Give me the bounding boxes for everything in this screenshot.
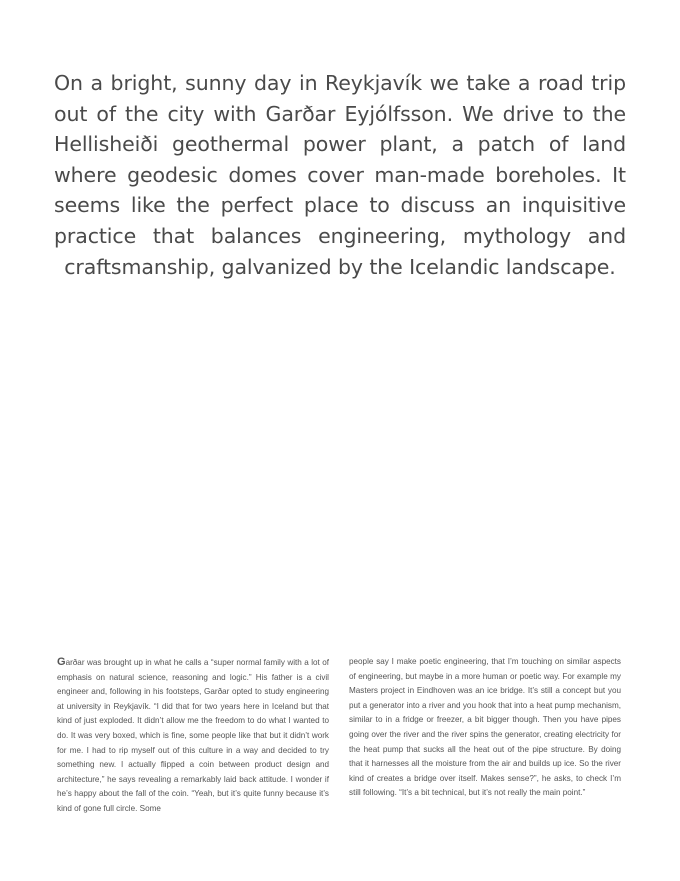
- intro-paragraph: On a bright, sunny day in Reykjavík we take a road trip out of the city with Garðar Eyjólfsson. We drive to the Hellisheiði geothermal power plant, a patch of land where geodesic domes cover man-made boreholes. It seems like the perfect place to discuss an inquisitive practice that balances engineering, mythology and craftsmanship, galvanized by the Icelandic landscape.: [54, 71, 626, 279]
- body-columns: [57, 655, 621, 817]
- body-column-left: [57, 655, 329, 817]
- body-column-right: people say I make poetic engineering, that I’m touching on similar aspects of engineering, but maybe in a more human or poetic way. For example my Masters project in Eindhoven was an ice bridge. It’s still a concept but you put a generator into a river and you hook that into a heat pump mechanism, similar to in a fridge or freezer, a bit bigger though. Then you have pipes going over the river and the river spins the generator, creating electricity for the heat pump that sucks all the heat out of the pipe structure. By doing that it harnesses all the moisture from the air and builds up ice. So the river kind of creates a bridge over itself. Makes sense?”, he asks, to check I’m still following. “It’s a bit technical, but it’s not really the main point.”: [349, 657, 621, 798]
- drop-cap: G: [57, 656, 66, 668]
- body-column-left-text: arðar was brought up in what he calls a “super normal family with a lot of emphasis on natural science, reasoning and logic.” His father is a civil engineer and, following in his footsteps, Garðar opted to study engineering at university in Reykjavík. “I did that for two years here in Iceland but that kind of just exploded. It didn’t allow me the freedom to do what I wanted to do. It was very boxed, which is fine, some people like that but it didn’t work for me. I had to rip myself out of this culture in a way and decided to try something new. I actually flipped a coin between product design and architecture,” he says revealing a remarkably laid back attitude. I wonder if he’s happy about the fall of the coin. “Yeah, but it’s quite funny because it’s kind of gone full circle. Some: [57, 658, 329, 813]
